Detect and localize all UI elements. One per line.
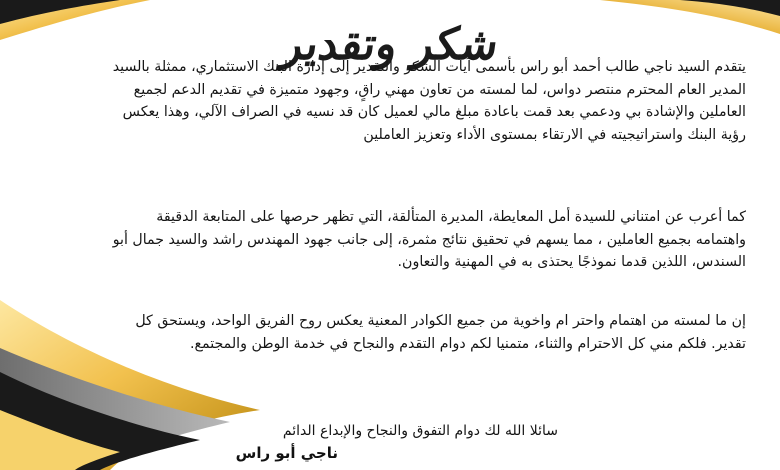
paragraph-thanks-staff: كما أعرب عن امتناني للسيدة أمل المعايطة، المديرة المتألقة، التي تظهر حرصها على المتابعة الدقيقة واهتمامه بجميع العاملين ، مما يسهم في تحقيق نتائج مثمرة، إلى جانب جهود المهندس راشد والسيد جمال أبو السندس، اللذين قدما نموذجًا يحتذى به في المهنية والتعاون.: [112, 209, 746, 271]
letter-title: شكر وتقدير: [278, 19, 502, 71]
paragraph-thanks-bank: يتقدم السيد ناجي طالب أحمد أبو راس بأسمى آيات الشكر والتقدير إلى إدارة البنك الاستثماري، ممثلة بالسيد المدير العام المحترم منتصر دواس، لما لمسته من تعاون مهني راقٍ، وجهود متميزة في تقديم الدعم لجميع العاملين والإشادة بي ودعمي بعد قمت باعادة مبلغ مالي لعميل كان قد نسيه في الصراف الآلي، وهذا يعكس رؤية البنك واستراتيجيته في الارتقاء بمستوى الأداء وتعزيز العاملين: [112, 59, 746, 143]
paragraph-team-spirit: إن ما لمسته من اهتمام واحتر ام واخوية من جميع الكوادر المعنية يعكس روح الفريق الواحد، ويستحق كل تقدير. فلكم مني كل الاحترام والثناء، متمنيا لكم دوام التقدم والنجاح في خدمة الوطن والمجتمع.: [135, 313, 746, 352]
signature-name: ناجي أبو راس: [235, 444, 338, 462]
closing-line: سائلا الله لك دوام التفوق والنجاح والإبداع الدائم: [282, 423, 558, 439]
